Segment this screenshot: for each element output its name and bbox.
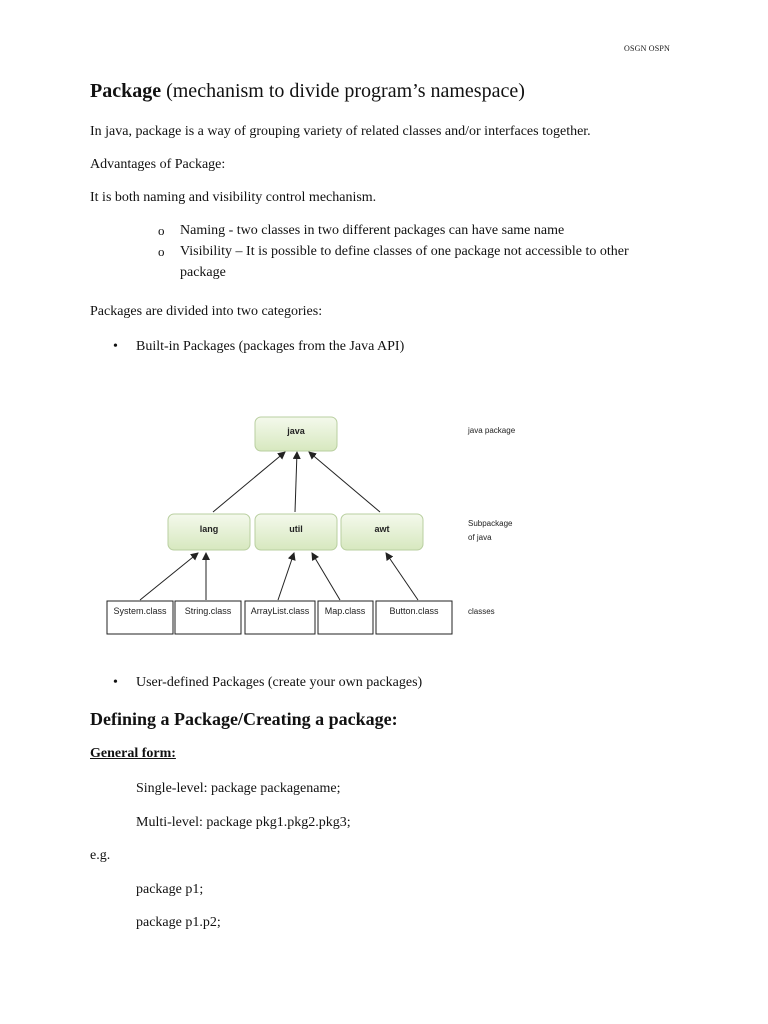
class-map-label: Map.class [324, 606, 366, 616]
arrow-system-to-lang [140, 553, 198, 600]
title-subtitle: (mechanism to divide program’s namespace) [161, 80, 525, 102]
advantage-naming-text: Naming - two classes in two different packages can have same name [180, 223, 565, 238]
list-item-builtin [113, 339, 404, 355]
class-string-label: String.class [184, 606, 232, 616]
class-button-label: Button.class [389, 606, 439, 616]
side-label-java-package: java package [468, 426, 516, 435]
title-keyword: Package [90, 80, 162, 102]
single-level-syntax: Single-level: package packagename; [136, 781, 341, 796]
example-label: e.g. [90, 848, 111, 863]
advantage-item-naming [158, 223, 564, 239]
general-form-heading: General form: [90, 746, 176, 761]
example-package-p1: package p1; [136, 882, 204, 897]
class-arraylist-label: ArrayList.class [250, 606, 310, 616]
advantage-visibility-text: Visibility – It is possible to define classes of one package not accessible to other [180, 244, 629, 259]
arrow-arraylist-to-util [278, 553, 294, 600]
arrow-button-to-awt [386, 553, 418, 600]
node-awt-label: awt [374, 524, 390, 534]
package-hierarchy-diagram [100, 400, 530, 640]
arrow-awt-to-java [309, 452, 380, 512]
node-lang-label: lang [199, 524, 219, 534]
side-label-subpackage: Subpackage [468, 519, 513, 528]
page-header-tag: OSGN OSPN [624, 44, 671, 53]
page-title [90, 80, 525, 103]
list-item-userdefined [113, 675, 422, 691]
class-system-label: System.class [113, 606, 167, 616]
side-label-of-java: of java [468, 533, 492, 542]
advantage-item-visibility [158, 244, 629, 260]
builtin-packages-text: Built-in Packages (packages from the Java API) [136, 339, 405, 354]
diagram-canvas [100, 400, 530, 640]
node-util-label: util [289, 524, 303, 534]
example-package-p1-p2: package p1.p2; [136, 915, 221, 930]
arrow-map-to-util [312, 553, 340, 600]
categories-intro: Packages are divided into two categories: [90, 304, 323, 319]
userdefined-packages-text: User-defined Packages (create your own packages) [136, 675, 423, 690]
multi-level-syntax: Multi-level: package pkg1.pkg2.pkg3; [136, 815, 351, 830]
bullet-marker: • [113, 339, 118, 354]
advantages-description: It is both naming and visibility control mechanism. [90, 190, 377, 205]
list-marker: o [158, 244, 165, 259]
bullet-marker: • [113, 675, 118, 690]
node-java-label: java [287, 426, 305, 436]
arrow-util-to-java [295, 452, 297, 512]
list-marker: o [158, 223, 165, 238]
advantages-heading: Advantages of Package: [90, 157, 226, 172]
section-heading-defining: Defining a Package/Creating a package: [90, 709, 398, 729]
side-label-classes: classes [468, 607, 495, 616]
advantage-visibility-continuation: package [180, 265, 226, 280]
intro-paragraph: In java, package is a way of grouping variety of related classes and/or interfaces together. [90, 124, 591, 139]
arrow-lang-to-java [213, 452, 285, 512]
